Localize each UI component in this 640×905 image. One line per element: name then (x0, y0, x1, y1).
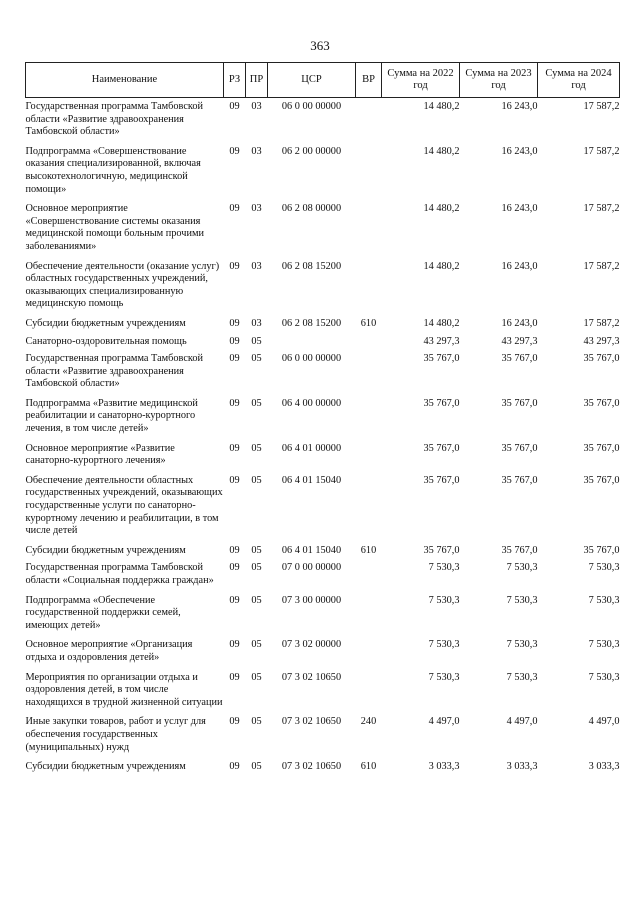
cell-sum-2022: 35 767,0 (423, 397, 460, 409)
cell-sum-2023: 7 530,3 (506, 594, 538, 606)
cell-sum-2022: 7 530,3 (428, 562, 460, 574)
cell-sum-2024: 3 033,3 (588, 761, 620, 773)
cell-sum-2023: 16 243,0 (501, 203, 538, 215)
cell-sum-2022: 14 480,2 (423, 317, 460, 329)
table-row (26, 636, 620, 668)
cell-sum-2024: 35 767,0 (583, 474, 620, 486)
cell-name: Подпрограмма «Обеспечение государственной поддержки семей, имеющих детей» (25, 594, 181, 631)
cell-sum-2024: 17 587,2 (583, 101, 620, 112)
cell-name: Государственная программа Тамбовской области «Социальная поддержка граждан» (25, 562, 214, 586)
table-row (26, 143, 620, 200)
cell-rz: 09 (229, 397, 240, 409)
cell-csr: 06 0 00 00000 (281, 101, 342, 112)
header-sum-2022: Сумма на 2022 год (382, 63, 460, 98)
cell-vr: 240 (360, 716, 377, 728)
cell-pr: 05 (251, 474, 262, 486)
header-pr: ПР (246, 63, 268, 98)
table-row (26, 395, 620, 440)
cell-rz: 09 (229, 474, 240, 486)
cell-sum-2024: 7 530,3 (588, 562, 620, 574)
cell-sum-2022: 7 530,3 (428, 639, 460, 651)
cell-vr (356, 143, 382, 200)
table-row (26, 200, 620, 257)
cell-vr (356, 258, 382, 315)
cell-sum-2022: 35 767,0 (423, 544, 460, 556)
cell-name: Обеспечение деятельности областных государственных учреждений, оказывающих государственные услуги по санаторно-курортному лечению и реабилитации, в том числе детей (25, 474, 223, 537)
cell-vr (356, 350, 382, 395)
header-sum-2023: Сумма на 2023 год (460, 63, 538, 98)
cell-vr: 610 (360, 761, 377, 773)
table-row (26, 559, 620, 591)
cell-rz: 09 (229, 562, 240, 574)
cell-csr: 07 3 02 10650 (281, 671, 342, 683)
cell-sum-2022: 35 767,0 (423, 442, 460, 454)
table-body (26, 98, 620, 776)
cell-sum-2024: 35 767,0 (583, 442, 620, 454)
cell-vr (356, 592, 382, 637)
cell-sum-2023: 35 767,0 (501, 474, 538, 486)
cell-name: Государственная программа Тамбовской области «Развитие здравоохранения Тамбовской области» (25, 101, 204, 138)
cell-pr: 03 (251, 101, 262, 112)
cell-sum-2022: 7 530,3 (428, 671, 460, 683)
cell-csr: 06 4 01 15040 (281, 474, 342, 486)
table-row (26, 713, 620, 758)
header-csr: ЦСР (268, 63, 356, 98)
cell-rz: 09 (229, 639, 240, 651)
cell-rz: 09 (229, 594, 240, 606)
cell-sum-2024: 35 767,0 (583, 397, 620, 409)
table-row (26, 669, 620, 714)
cell-sum-2023: 4 497,0 (506, 716, 538, 728)
cell-csr: 07 3 02 00000 (281, 639, 342, 651)
cell-rz: 09 (229, 203, 240, 215)
table-row (26, 350, 620, 395)
cell-rz: 09 (229, 544, 240, 556)
cell-sum-2024: 7 530,3 (588, 639, 620, 651)
cell-sum-2024: 7 530,3 (588, 671, 620, 683)
cell-pr: 05 (251, 594, 262, 606)
cell-sum-2022: 4 497,0 (428, 716, 460, 728)
cell-sum-2023: 35 767,0 (501, 442, 538, 454)
cell-name: Государственная программа Тамбовской области «Развитие здравоохранения Тамбовской области» (25, 353, 204, 390)
cell-sum-2024: 35 767,0 (583, 353, 620, 365)
cell-sum-2024: 43 297,3 (583, 335, 620, 347)
page-number: 363 (310, 38, 330, 53)
cell-vr (356, 472, 382, 542)
cell-pr: 05 (251, 544, 262, 556)
cell-pr: 05 (251, 353, 262, 365)
cell-vr: 610 (360, 317, 377, 329)
table-row (26, 472, 620, 542)
cell-name: Основное мероприятие «Совершенствование системы оказания медицинской помощи больным прочими заболеваниями» (25, 203, 205, 252)
cell-name: Подпрограмма «Совершенствование оказания специализированной, включая высокотехнологичную, медицинской помощи» (25, 145, 201, 195)
cell-pr: 05 (251, 761, 262, 773)
cell-sum-2023: 35 767,0 (501, 544, 538, 556)
cell-sum-2024: 4 497,0 (588, 716, 620, 728)
cell-csr: 07 3 02 10650 (281, 761, 342, 773)
cell-rz: 09 (229, 317, 240, 329)
cell-vr (356, 200, 382, 257)
cell-sum-2023: 3 033,3 (506, 761, 538, 773)
cell-csr (268, 333, 356, 351)
cell-sum-2022: 7 530,3 (428, 594, 460, 606)
cell-vr (356, 395, 382, 440)
cell-rz: 09 (229, 442, 240, 454)
cell-csr: 07 3 00 00000 (281, 594, 342, 606)
cell-sum-2024: 7 530,3 (588, 594, 620, 606)
cell-name: Основное мероприятие «Организация отдыха и оздоровления детей» (25, 639, 193, 663)
cell-pr: 05 (251, 397, 262, 409)
cell-sum-2023: 16 243,0 (501, 145, 538, 157)
table-row (26, 315, 620, 333)
cell-sum-2022: 14 480,2 (423, 101, 460, 112)
table-header (26, 63, 620, 98)
budget-table (25, 62, 620, 776)
cell-name: Санаторно-оздоровительная помощь (25, 335, 187, 347)
cell-pr: 05 (251, 335, 262, 347)
cell-sum-2022: 3 033,3 (428, 761, 460, 773)
cell-pr: 05 (251, 671, 262, 683)
table-row (26, 258, 620, 315)
cell-rz: 09 (229, 761, 240, 773)
cell-vr (356, 636, 382, 668)
cell-pr: 03 (251, 260, 262, 272)
cell-rz: 09 (229, 716, 240, 728)
cell-name: Субсидии бюджетным учреждениям (25, 317, 186, 329)
cell-pr: 05 (251, 562, 262, 574)
cell-name: Обеспечение деятельности (оказание услуг) областных государственных учреждений, оказывающих специализированную медицинскую помощь (25, 260, 220, 310)
header-vr: ВР (356, 63, 382, 98)
cell-sum-2022: 14 480,2 (423, 203, 460, 215)
cell-csr: 06 2 08 15200 (281, 260, 342, 272)
table-row (26, 333, 620, 351)
cell-vr (356, 559, 382, 591)
cell-sum-2023: 35 767,0 (501, 353, 538, 365)
cell-vr (356, 669, 382, 714)
cell-csr: 07 3 02 10650 (281, 716, 342, 728)
cell-csr: 06 4 00 00000 (281, 397, 342, 409)
header-sum-2024: Сумма на 2024 год (538, 63, 620, 98)
header-name: Наименование (26, 63, 224, 98)
table-row (26, 592, 620, 637)
cell-rz: 09 (229, 353, 240, 365)
cell-rz: 09 (229, 260, 240, 272)
cell-vr: 610 (360, 544, 377, 556)
cell-sum-2023: 16 243,0 (501, 260, 538, 272)
cell-sum-2023: 35 767,0 (501, 397, 538, 409)
cell-pr: 05 (251, 716, 262, 728)
cell-rz: 09 (229, 145, 240, 157)
cell-name: Субсидии бюджетным учреждениям (25, 544, 186, 556)
cell-sum-2022: 35 767,0 (423, 353, 460, 365)
header-rz: РЗ (224, 63, 246, 98)
cell-sum-2024: 17 587,2 (583, 203, 620, 215)
table-row (26, 758, 620, 776)
cell-pr: 03 (251, 145, 262, 157)
cell-sum-2023: 16 243,0 (501, 101, 538, 112)
cell-pr: 03 (251, 203, 262, 215)
cell-vr (356, 440, 382, 472)
cell-name: Подпрограмма «Развитие медицинской реабилитации и санаторно-курортного лечения, в том числе детей» (25, 397, 198, 435)
cell-sum-2024: 17 587,2 (583, 145, 620, 157)
cell-csr: 06 2 00 00000 (281, 145, 342, 157)
cell-rz: 09 (229, 101, 240, 112)
cell-name: Мероприятия по организации отдыха и оздоровления детей, в том числе находящихся в трудной жизненной ситуации (25, 671, 223, 708)
cell-csr: 06 0 00 00000 (281, 353, 342, 365)
table-row (26, 542, 620, 560)
table-row (26, 440, 620, 472)
cell-sum-2022: 43 297,3 (423, 335, 460, 347)
cell-csr: 06 4 01 00000 (281, 442, 342, 454)
cell-vr (356, 333, 382, 351)
cell-sum-2023: 43 297,3 (501, 335, 538, 347)
cell-csr: 06 4 01 15040 (281, 544, 342, 556)
cell-sum-2023: 16 243,0 (501, 317, 538, 329)
cell-name: Основное мероприятие «Развитие санаторно-курортного лечения» (25, 442, 175, 467)
cell-sum-2022: 14 480,2 (423, 260, 460, 272)
cell-sum-2023: 7 530,3 (506, 671, 538, 683)
cell-name: Иные закупки товаров, работ и услуг для обеспечения государственных (муниципальных) нужд (25, 716, 206, 753)
cell-rz: 09 (229, 671, 240, 683)
table-row (26, 98, 620, 143)
cell-vr (356, 98, 382, 143)
cell-csr: 07 0 00 00000 (281, 562, 342, 574)
cell-sum-2022: 35 767,0 (423, 474, 460, 486)
cell-sum-2024: 17 587,2 (583, 317, 620, 329)
cell-pr: 05 (251, 639, 262, 651)
cell-pr: 03 (251, 317, 262, 329)
cell-sum-2024: 17 587,2 (583, 260, 620, 272)
cell-sum-2023: 7 530,3 (506, 562, 538, 574)
cell-csr: 06 2 08 00000 (281, 203, 342, 215)
cell-sum-2024: 35 767,0 (583, 544, 620, 556)
cell-sum-2023: 7 530,3 (506, 639, 538, 651)
cell-name: Субсидии бюджетным учреждениям (25, 761, 186, 773)
cell-rz: 09 (229, 335, 240, 347)
cell-csr: 06 2 08 15200 (281, 317, 342, 329)
cell-sum-2022: 14 480,2 (423, 145, 460, 157)
cell-pr: 05 (251, 442, 262, 454)
